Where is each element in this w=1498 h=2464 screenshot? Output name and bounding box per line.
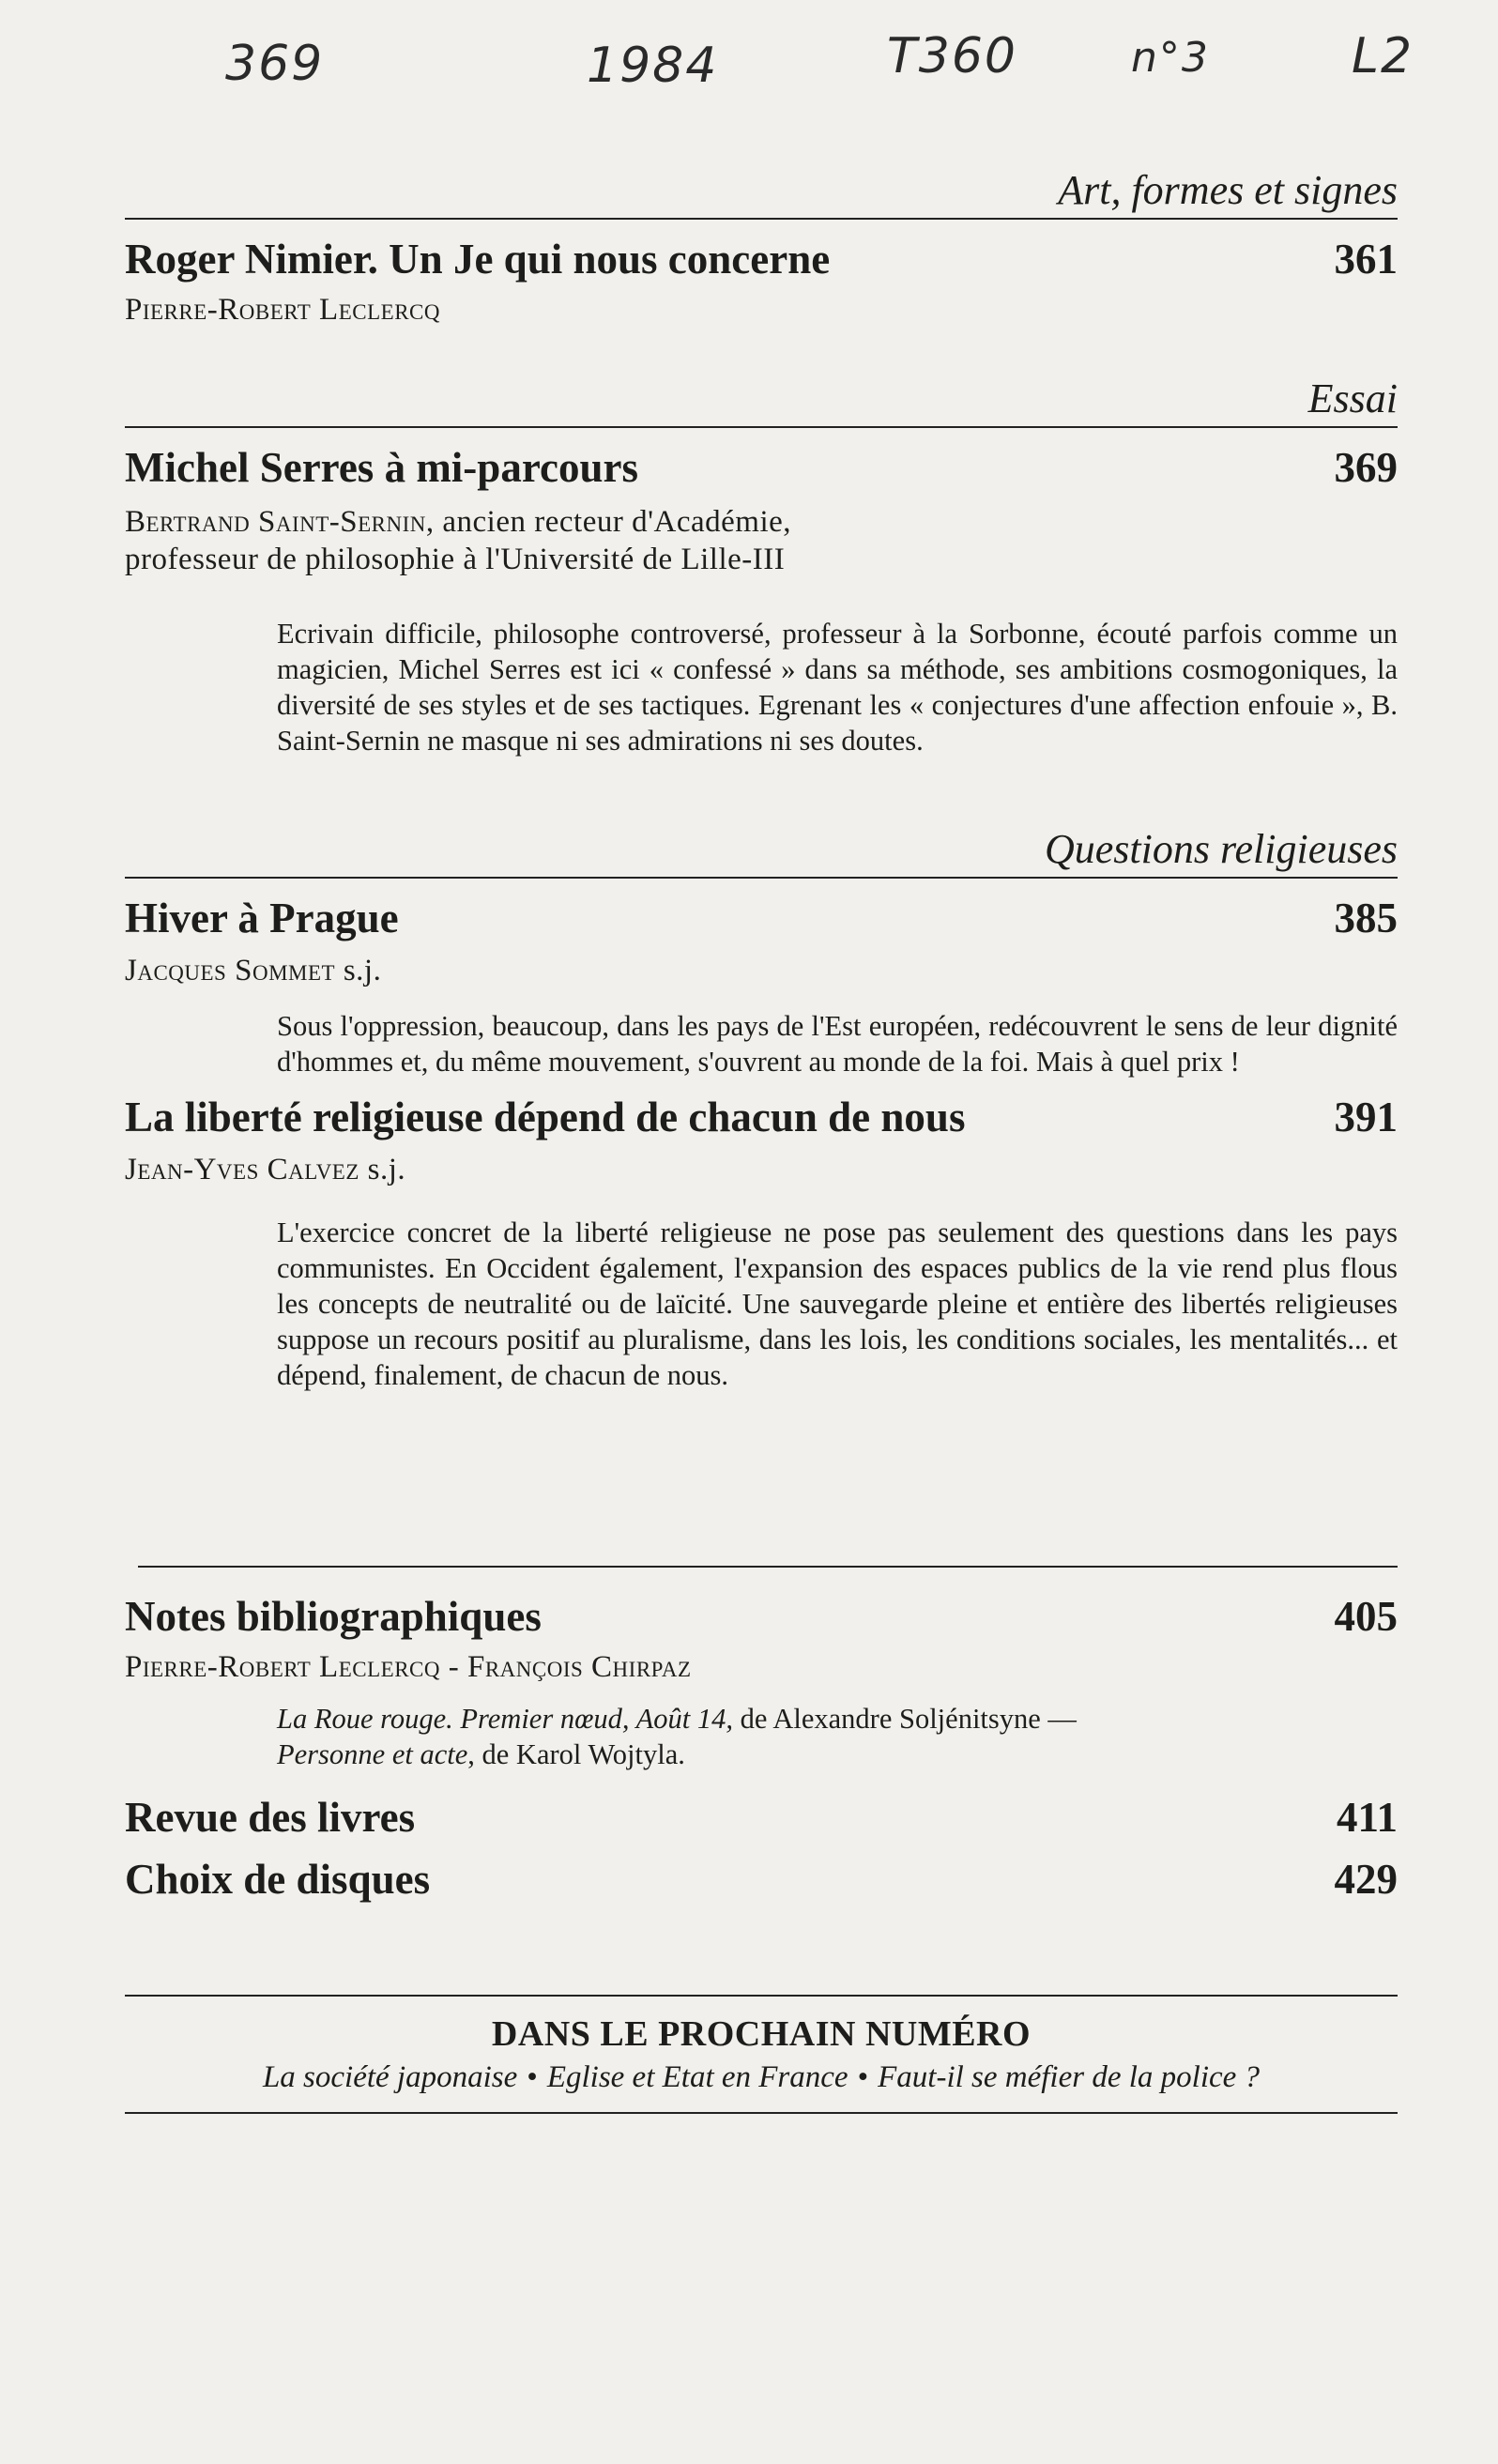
handwritten-note: 369 bbox=[225, 36, 325, 92]
section-essai bbox=[125, 375, 1398, 758]
bullet: • bbox=[527, 2060, 538, 2094]
section-label: Questions religieuses bbox=[1045, 826, 1398, 872]
entry-page-number: 391 bbox=[1334, 1094, 1398, 1140]
entry-abstract: Ecrivain difficile, philosophe controversé, professeur à la Sorbonne, écouté parfois comme un magicien, Michel Serres est ici « confessé » dans sa méthode, ses ambitions cosmogoniques, la diversité de ses styles et de ses tactiques. Egrenant les « conjectures d'une affection enfouie », B. Saint-Sernin ne masque ni ses admirations ni ses doutes. bbox=[277, 618, 1398, 757]
section-divider bbox=[125, 426, 1398, 428]
book-title: La Roue rouge. Premier nœud, Août 14, bbox=[277, 1703, 733, 1735]
section-divider bbox=[138, 1566, 1398, 1568]
author-suffix: s.j. bbox=[359, 1153, 406, 1186]
handwritten-note: 1984 bbox=[587, 38, 719, 94]
entry-abstract bbox=[277, 1701, 1398, 1772]
next-issue-heading: DANS LE PROCHAIN NUMÉRO bbox=[491, 2014, 1032, 2054]
toc-entry bbox=[125, 235, 1398, 283]
next-issue-topic: Faut-il se méfier de la police ? bbox=[878, 2060, 1261, 2094]
entry-abstract: L'exercice concret de la liberté religieuse ne pose pas seulement des questions dans les pays communistes. En Occident également, l'expansion des espaces publics de la vie rend plus flous les concepts de neutralité ou de laïcité. Une sauvegarde pleine et entière des libertés religieuses suppose un recours positif au pluralisme, dans les lois, les conditions sociales, les mentalités... et dépend, finalement, de chacun de nous. bbox=[277, 1217, 1398, 1391]
toc-entry bbox=[125, 1592, 1398, 1641]
entry-page-number: 405 bbox=[1334, 1593, 1398, 1640]
handwritten-note: T360 bbox=[887, 28, 1018, 84]
toc-entry bbox=[125, 894, 1398, 942]
entry-page-number: 385 bbox=[1334, 895, 1398, 941]
toc-entry bbox=[125, 1093, 1398, 1141]
handwritten-note: n°3 bbox=[1131, 34, 1210, 82]
entry-page-number: 429 bbox=[1334, 1856, 1398, 1903]
book-author: de Alexandre Soljénitsyne — bbox=[733, 1703, 1077, 1735]
section-art bbox=[125, 167, 1398, 329]
entry-title: Choix de disques bbox=[125, 1856, 431, 1903]
entry-author bbox=[125, 1151, 1398, 1188]
section-notes bbox=[125, 1566, 1398, 1904]
entry-title: Revue des livres bbox=[125, 1794, 416, 1841]
entry-author bbox=[125, 952, 1398, 989]
entry-author: Pierre-Robert Leclercq - François Chirpaz bbox=[125, 1650, 692, 1684]
bullet: • bbox=[857, 2060, 869, 2094]
author-suffix: s.j. bbox=[335, 954, 382, 987]
next-issue-box bbox=[125, 1995, 1398, 2114]
toc-entry bbox=[125, 443, 1398, 492]
entry-author bbox=[125, 503, 1398, 541]
author-name: Jean-Yves Calvez bbox=[125, 1153, 359, 1186]
entry-page-number: 369 bbox=[1334, 444, 1398, 491]
section-religion bbox=[125, 826, 1398, 1393]
book-title: Personne et acte bbox=[277, 1738, 468, 1770]
author-affiliation-line: professeur de philosophie à l'Université de Lille-III bbox=[125, 543, 786, 576]
entry-page-number: 361 bbox=[1334, 236, 1398, 283]
next-issue-topic: Eglise et Etat en France bbox=[546, 2060, 848, 2094]
section-divider bbox=[125, 1995, 1398, 1997]
entry-author: Pierre-Robert Leclercq bbox=[125, 293, 440, 327]
entry-title: Michel Serres à mi-parcours bbox=[125, 444, 638, 491]
author-affiliation: , ancien recteur d'Académie, bbox=[425, 505, 792, 539]
next-issue-topic: La société japonaise bbox=[262, 2060, 518, 2094]
toc-entry bbox=[125, 1793, 1398, 1842]
handwritten-notes bbox=[225, 28, 1464, 113]
section-divider bbox=[125, 2112, 1398, 2114]
author-name: Bertrand Saint-Sernin bbox=[125, 505, 426, 539]
entry-title: Roger Nimier. Un Je qui nous concerne bbox=[125, 236, 831, 283]
entry-title: La liberté religieuse dépend de chacun de nous bbox=[125, 1094, 966, 1140]
book-author: , de Karol Wojtyla. bbox=[467, 1738, 685, 1770]
handwritten-note: L2 bbox=[1352, 28, 1414, 84]
author-name: Jacques Sommet bbox=[125, 954, 336, 987]
section-divider bbox=[125, 218, 1398, 220]
next-issue-topics bbox=[125, 2060, 1398, 2095]
entry-title: Notes bibliographiques bbox=[125, 1593, 542, 1640]
section-label: Art, formes et signes bbox=[1058, 167, 1398, 213]
toc-entry bbox=[125, 1855, 1398, 1904]
entry-title: Hiver à Prague bbox=[125, 895, 399, 941]
section-label: Essai bbox=[1307, 375, 1398, 421]
section-divider bbox=[125, 877, 1398, 879]
entry-abstract: Sous l'oppression, beaucoup, dans les pays de l'Est européen, redécouvrent le sens de leur dignité d'hommes et, du même mouvement, s'ouvrent au monde de la foi. Mais à quel prix ! bbox=[277, 1010, 1398, 1078]
entry-page-number: 411 bbox=[1336, 1794, 1398, 1841]
